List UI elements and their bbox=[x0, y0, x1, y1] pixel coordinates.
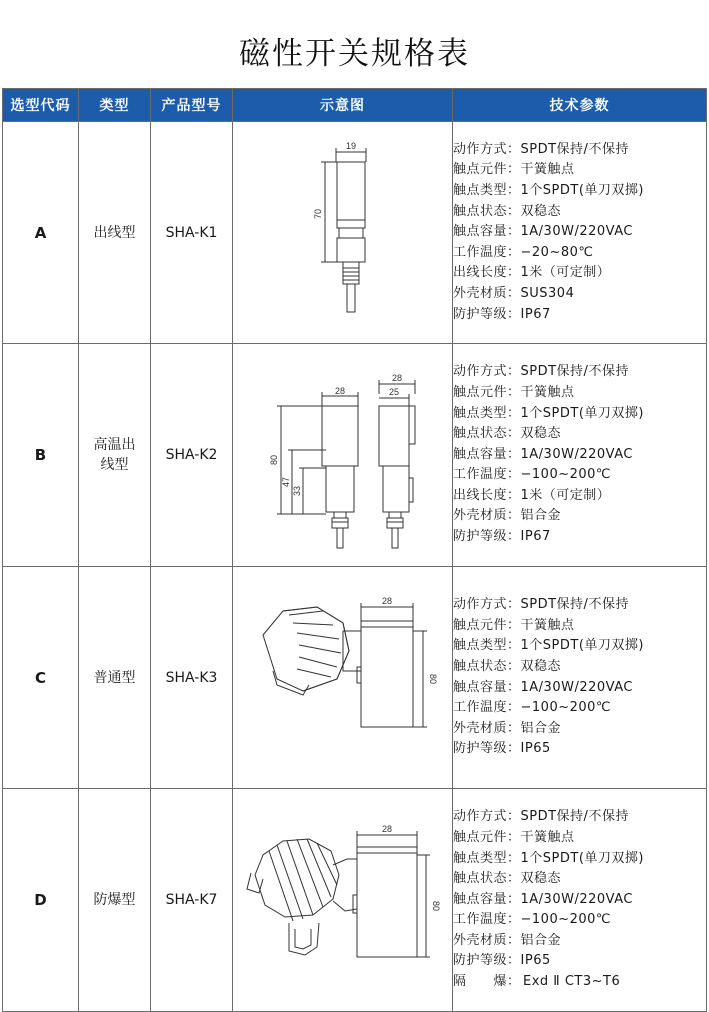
spec-line bbox=[453, 243, 706, 264]
spec-label: 触点状态： bbox=[453, 871, 521, 887]
diagram-cell bbox=[233, 344, 453, 567]
dim-side-inner-label: 25 bbox=[388, 387, 400, 397]
spec-label: 动作方式： bbox=[453, 597, 521, 613]
spec-label: 触点状态： bbox=[453, 203, 521, 219]
spec-value: 1A/30W/220VAC bbox=[520, 224, 633, 240]
diagram-cell bbox=[233, 567, 453, 789]
spec-value: IP65 bbox=[520, 741, 551, 757]
spec-label: 触点元件： bbox=[453, 617, 521, 633]
spec-line bbox=[453, 263, 706, 284]
dim-front-width-label: 28 bbox=[334, 386, 346, 396]
spec-label: 外壳材质： bbox=[453, 932, 521, 948]
spec-label: 外壳材质： bbox=[453, 720, 521, 736]
spec-value: 1个SPDT(单刀双掷) bbox=[520, 850, 644, 866]
row-code: A bbox=[3, 122, 79, 344]
specs-cell bbox=[453, 789, 707, 1012]
spec-value: 1个SPDT(单刀双掷) bbox=[520, 183, 644, 199]
row-model: SHA-K2 bbox=[151, 344, 233, 567]
spec-line bbox=[453, 506, 706, 527]
spec-line bbox=[453, 160, 706, 181]
table-row bbox=[3, 567, 707, 789]
spec-line bbox=[453, 383, 706, 404]
diagram-sha-k1 bbox=[233, 122, 453, 343]
diagram-cell bbox=[233, 789, 453, 1012]
spec-line bbox=[453, 869, 706, 890]
spec-value: 双稳态 bbox=[520, 203, 562, 219]
spec-value: IP65 bbox=[520, 953, 551, 969]
spec-label: 工作温度： bbox=[453, 912, 521, 928]
spec-line bbox=[453, 951, 706, 972]
dim-height-label: 70 bbox=[313, 208, 323, 220]
spec-line bbox=[453, 181, 706, 202]
spec-label-explosion bbox=[453, 972, 523, 993]
spec-line bbox=[453, 931, 706, 952]
spec-line bbox=[453, 465, 706, 486]
spec-label: 触点类型： bbox=[453, 183, 521, 199]
spec-value: 干簧触点 bbox=[520, 617, 575, 633]
row-model: SHA-K3 bbox=[151, 567, 233, 789]
spec-value: −20~80℃ bbox=[520, 244, 594, 260]
spec-value: SPDT保持/不保持 bbox=[520, 364, 629, 380]
spec-value: 铝合金 bbox=[520, 932, 562, 948]
diagram-sha-k7 bbox=[233, 789, 453, 1011]
row-type: 普通型 bbox=[79, 567, 151, 789]
spec-label-part: 爆： bbox=[493, 974, 521, 990]
spec-value: 干簧触点 bbox=[520, 162, 575, 178]
spec-value: 干簧触点 bbox=[520, 384, 575, 400]
dim-mid-label: 47 bbox=[281, 476, 291, 488]
dim-width-label: 28 bbox=[381, 824, 393, 834]
spec-label: 触点类型： bbox=[453, 850, 521, 866]
spec-line bbox=[453, 890, 706, 911]
spec-label: 工作温度： bbox=[453, 700, 521, 716]
spec-line bbox=[453, 424, 706, 445]
dim-height-label: 80 bbox=[269, 454, 279, 466]
spec-line bbox=[453, 362, 706, 383]
row-type-line: 高温出 bbox=[93, 437, 136, 453]
row-code: B bbox=[3, 344, 79, 567]
row-model: SHA-K1 bbox=[151, 122, 233, 344]
spec-line bbox=[453, 719, 706, 740]
spec-label: 防护等级： bbox=[453, 741, 521, 757]
header-type: 类型 bbox=[79, 89, 151, 122]
spec-label: 防护等级： bbox=[453, 953, 521, 969]
dim-height-label: 80 bbox=[428, 673, 438, 685]
spec-label: 触点容量： bbox=[453, 679, 521, 695]
spec-line bbox=[453, 739, 706, 760]
spec-value: 1米（可定制） bbox=[520, 487, 611, 503]
spec-label: 触点状态： bbox=[453, 426, 521, 442]
spec-label: 出线长度： bbox=[453, 487, 521, 503]
spec-line-explosion bbox=[453, 972, 706, 993]
row-type bbox=[79, 344, 151, 567]
spec-value: 双稳态 bbox=[520, 658, 562, 674]
row-code: D bbox=[3, 789, 79, 1012]
row-type: 出线型 bbox=[79, 122, 151, 344]
dim-width-label: 28 bbox=[381, 596, 393, 606]
spec-label: 触点容量： bbox=[453, 224, 521, 240]
spec-value: SUS304 bbox=[520, 285, 575, 301]
spec-label: 防护等级： bbox=[453, 529, 521, 545]
diagram-cell bbox=[233, 122, 453, 344]
spec-value: 1个SPDT(单刀双掷) bbox=[520, 638, 644, 654]
spec-value: −100~200℃ bbox=[520, 700, 612, 716]
spec-line bbox=[453, 486, 706, 507]
spec-value: 铝合金 bbox=[520, 720, 562, 736]
spec-line bbox=[453, 202, 706, 223]
spec-value: IP67 bbox=[520, 306, 551, 322]
diagram-sha-k2 bbox=[233, 344, 453, 566]
spec-line bbox=[453, 910, 706, 931]
spec-label: 外壳材质： bbox=[453, 285, 521, 301]
spec-line bbox=[453, 636, 706, 657]
spec-label: 工作温度： bbox=[453, 467, 521, 483]
table-row bbox=[3, 344, 707, 567]
spec-line bbox=[453, 284, 706, 305]
spec-line bbox=[453, 445, 706, 466]
spec-value: 1A/30W/220VAC bbox=[520, 891, 633, 907]
dim-width-label: 19 bbox=[345, 141, 357, 151]
spec-label: 触点容量： bbox=[453, 891, 521, 907]
spec-line bbox=[453, 222, 706, 243]
spec-label: 触点元件： bbox=[453, 829, 521, 845]
header-row bbox=[3, 89, 707, 122]
specs-cell bbox=[453, 567, 707, 789]
spec-value: 双稳态 bbox=[520, 871, 562, 887]
table-row bbox=[3, 789, 707, 1012]
spec-line bbox=[453, 678, 706, 699]
spec-line bbox=[453, 657, 706, 678]
spec-label: 动作方式： bbox=[453, 364, 521, 380]
row-model: SHA-K7 bbox=[151, 789, 233, 1012]
header-params: 技术参数 bbox=[453, 89, 707, 122]
header-model: 产品型号 bbox=[151, 89, 233, 122]
spec-value: 1个SPDT(单刀双掷) bbox=[520, 405, 644, 421]
page-title: 磁性开关规格表 bbox=[239, 36, 470, 72]
spec-label: 动作方式： bbox=[453, 809, 521, 825]
spec-label: 触点类型： bbox=[453, 638, 521, 654]
spec-label: 触点元件： bbox=[453, 162, 521, 178]
spec-value: −100~200℃ bbox=[520, 912, 612, 928]
spec-value: 干簧触点 bbox=[520, 829, 575, 845]
spec-label-part: 隔 bbox=[453, 974, 467, 990]
spec-value: 双稳态 bbox=[520, 426, 562, 442]
spec-value: Exd Ⅱ CT3~T6 bbox=[523, 974, 621, 990]
spec-line bbox=[453, 807, 706, 828]
spec-value: SPDT保持/不保持 bbox=[520, 809, 629, 825]
spec-line bbox=[453, 527, 706, 548]
header-code: 选型代码 bbox=[3, 89, 79, 122]
spec-line bbox=[453, 140, 706, 161]
spec-value: SPDT保持/不保持 bbox=[520, 597, 629, 613]
spec-label: 工作温度： bbox=[453, 244, 521, 260]
specs-cell bbox=[453, 122, 707, 344]
dim-low-label: 33 bbox=[292, 485, 302, 497]
spec-label: 外壳材质： bbox=[453, 508, 521, 524]
spec-value: SPDT保持/不保持 bbox=[520, 141, 629, 157]
spec-value: −100~200℃ bbox=[520, 467, 612, 483]
spec-value: IP67 bbox=[520, 529, 551, 545]
spec-value: 1A/30W/220VAC bbox=[520, 446, 633, 462]
row-code: C bbox=[3, 567, 79, 789]
spec-value: 铝合金 bbox=[520, 508, 562, 524]
spec-line bbox=[453, 828, 706, 849]
header-diagram: 示意图 bbox=[233, 89, 453, 122]
spec-line bbox=[453, 698, 706, 719]
table-row bbox=[3, 122, 707, 344]
spec-value: 1米（可定制） bbox=[520, 265, 611, 281]
spec-value: 1A/30W/220VAC bbox=[520, 679, 633, 695]
specs-cell bbox=[453, 344, 707, 567]
spec-line bbox=[453, 595, 706, 616]
spec-table bbox=[2, 88, 707, 1012]
diagram-sha-k3 bbox=[233, 567, 453, 788]
row-type-line: 线型 bbox=[100, 457, 129, 473]
spec-label: 触点状态： bbox=[453, 658, 521, 674]
spec-label: 触点类型： bbox=[453, 405, 521, 421]
spec-label: 动作方式： bbox=[453, 141, 521, 157]
spec-label: 触点元件： bbox=[453, 384, 521, 400]
spec-line bbox=[453, 616, 706, 637]
dim-height-label: 80 bbox=[431, 900, 441, 912]
spec-line bbox=[453, 305, 706, 326]
row-type: 防爆型 bbox=[79, 789, 151, 1012]
dim-side-outer-label: 28 bbox=[391, 373, 403, 383]
spec-line bbox=[453, 849, 706, 870]
spec-line bbox=[453, 404, 706, 425]
spec-label: 防护等级： bbox=[453, 306, 521, 322]
spec-label: 触点容量： bbox=[453, 446, 521, 462]
spec-label: 出线长度： bbox=[453, 265, 521, 281]
